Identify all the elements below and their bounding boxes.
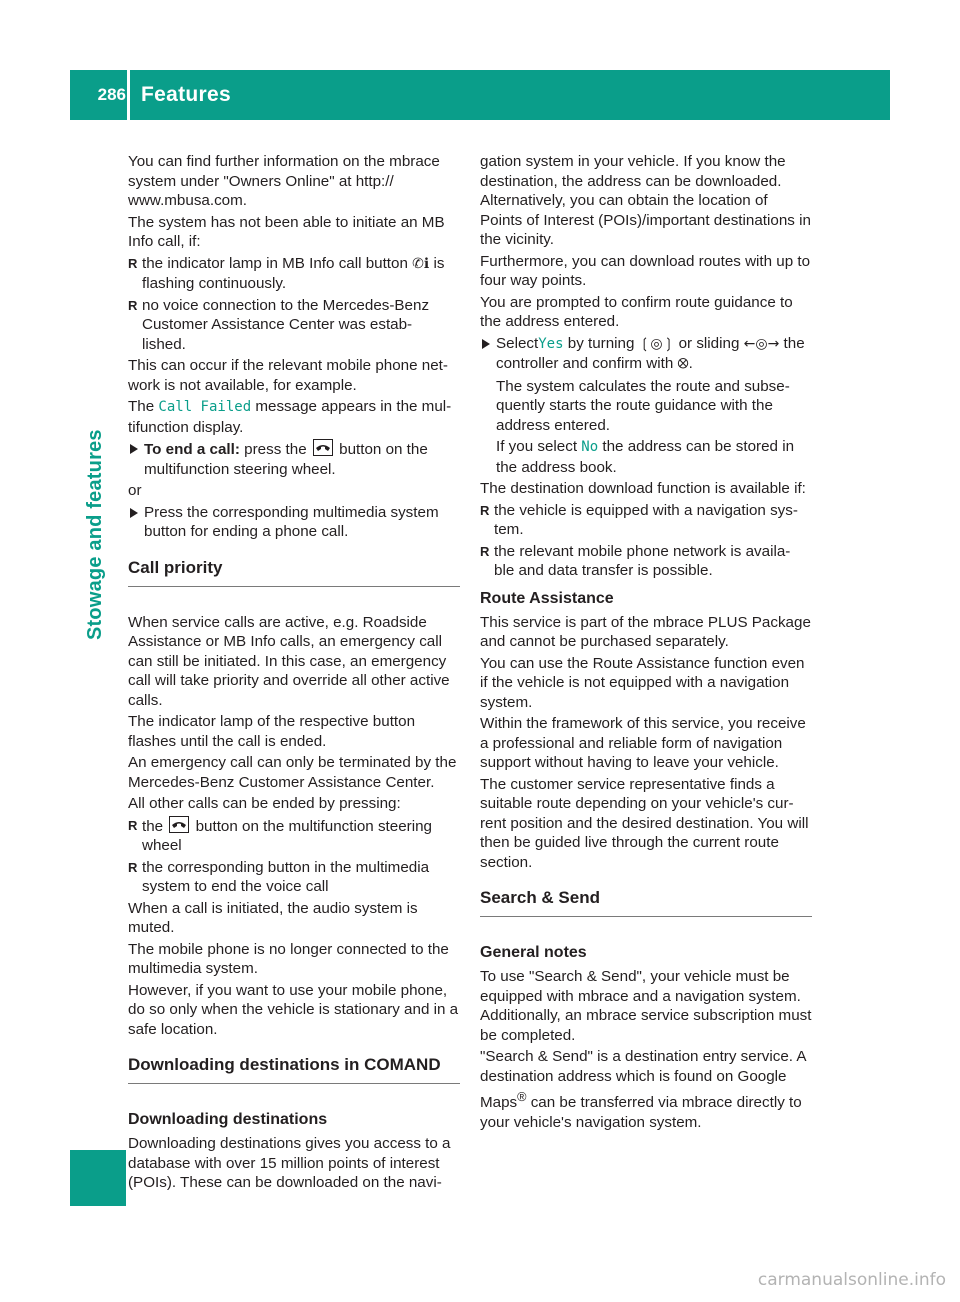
subheading-route-assistance: Route Assistance (480, 589, 614, 607)
subheading-general-notes: General notes (480, 944, 587, 961)
paragraph: All other calls can be ended by pressing: (128, 795, 401, 812)
list-item: R the vehicle is equipped with a navigation sys- tem. (480, 501, 812, 540)
header-divider (127, 70, 130, 120)
watermark: carmanualsonline.info (757, 1270, 946, 1290)
instruction-step: To end a call: press the button on the multifunction steering wheel. (128, 439, 460, 479)
paragraph: However, if you want to use your mobile phone, do so only when the vehicle is stationary and in a safe location. (128, 981, 459, 1038)
registered-mark: ® (517, 1090, 527, 1104)
paragraph: When a call is initiated, the audio system is muted. (128, 899, 418, 936)
paragraph: gation system in your vehicle. If you know the destination, the address can be downloaded. Alternatively, you can obtain the location of Points of Interest (POIs)/important destinations in the vicinity. (480, 153, 811, 248)
list-item: R the button on the multifunction steering wheel (128, 816, 460, 856)
phone-info-icon: ✆ℹ (412, 255, 430, 272)
paragraph: You are prompted to confirm route guidance to the address entered. (480, 293, 793, 330)
instruction-step: Press the corresponding multimedia system button for ending a phone call. (128, 503, 460, 542)
paragraph: The customer service representative finds a suitable route depending on your vehicle's cur- rent position and the desired destination. You will then be guided live through the current route section. (480, 775, 809, 871)
heading-call-priority: Call priority (128, 558, 460, 587)
rotary-turn-icon: ❲◎❳ (638, 335, 675, 352)
side-chapter-label: Stowage and features (84, 429, 106, 640)
subheading-downloading: Downloading destinations (128, 1111, 328, 1128)
paragraph: The mobile phone is no longer connected to the multimedia system. (128, 940, 449, 977)
paragraph: Downloading destinations gives you access to a database with over 15 million points of interest (POIs). These can be downloaded on the navi- (128, 1135, 451, 1191)
paragraph-or: or (128, 482, 142, 499)
paragraph: You can find further information on the mbrace system under "Owners Online" at http:// www.mbusa.com. (128, 153, 440, 209)
paragraph: The indicator lamp of the respective button flashes until the call is ended. (128, 713, 416, 750)
paragraph: The system has not been able to initiate an MB Info call, if: (128, 213, 445, 250)
list-item: R the corresponding button in the multimedia system to end the voice call (128, 858, 460, 897)
display-option-yes: Yes (538, 335, 564, 352)
list-item: R the relevant mobile phone network is availa- ble and data transfer is possible. (480, 542, 812, 581)
paragraph: An emergency call can only be terminated by the Mercedes-Benz Customer Assistance Center. (128, 754, 457, 791)
paragraph: You can use the Route Assistance function even if the vehicle is not equipped with a navigation system. (480, 654, 805, 711)
side-chapter-tab (70, 1150, 126, 1206)
list-item: R no voice connection to the Mercedes-Benz Customer Assistance Center was estab- lished. (128, 296, 460, 355)
paragraph: When service calls are active, e.g. Roadside Assistance or MB Info calls, an emergency call can still be initiated. In this case, an emergency call will take priority and override all other active calls. (128, 613, 450, 709)
paragraph: To use "Search & Send", your vehicle must be equipped with mbrace and a navigation system. Additionally, an mbrace service subscription must be completed. (480, 968, 812, 1044)
left-column (128, 152, 460, 1195)
page-number: 286 (97, 85, 126, 104)
heading-search-send: Search & Send (480, 888, 812, 917)
instruction-step: SelectYes by turning ❲◎❳ or sliding ←◎→ the controller and confirm with ⭙. (480, 334, 812, 375)
heading-downloading-comand: Downloading destinations in COMAND (128, 1055, 460, 1084)
paragraph: This service is part of the mbrace PLUS Package and cannot be purchased separately. (480, 613, 811, 650)
step-result: The system calculates the route and subse- quently starts the route guidance with the address entered. (496, 377, 790, 434)
step-note: If you select No the address can be stored in the address book. (496, 438, 795, 476)
paragraph: "Search & Send" is a destination entry service. A destination address which is found on Google (480, 1048, 806, 1085)
press-controller-icon: ⭙ (677, 356, 689, 372)
paragraph: Furthermore, you can download routes with up to four way points. (480, 252, 811, 289)
display-message: Call Failed (158, 399, 252, 415)
right-column (480, 152, 812, 1134)
paragraph: The destination download function is available if: (480, 480, 806, 497)
slide-left-right-icon: ←◎→ (743, 335, 780, 352)
paragraph: Within the framework of this service, you receive a professional and reliable form of navigation support without having to leave your vehicle. (480, 715, 806, 771)
paragraph: This can occur if the relevant mobile phone net- work is not available, for example. (128, 357, 448, 394)
paragraph: Maps® can be transferred via mbrace directly to your vehicle's navigation system. (480, 1090, 802, 1131)
hang-up-icon (313, 439, 333, 456)
display-option-no: No (581, 439, 599, 455)
list-item: R the indicator lamp in MB Info call button ✆ℹ is flashing continuously. (128, 254, 460, 294)
paragraph: The Call Failed message appears in the mul- tifunction display. (128, 398, 452, 436)
section-title: Features (141, 83, 231, 106)
hang-up-icon (169, 816, 189, 833)
